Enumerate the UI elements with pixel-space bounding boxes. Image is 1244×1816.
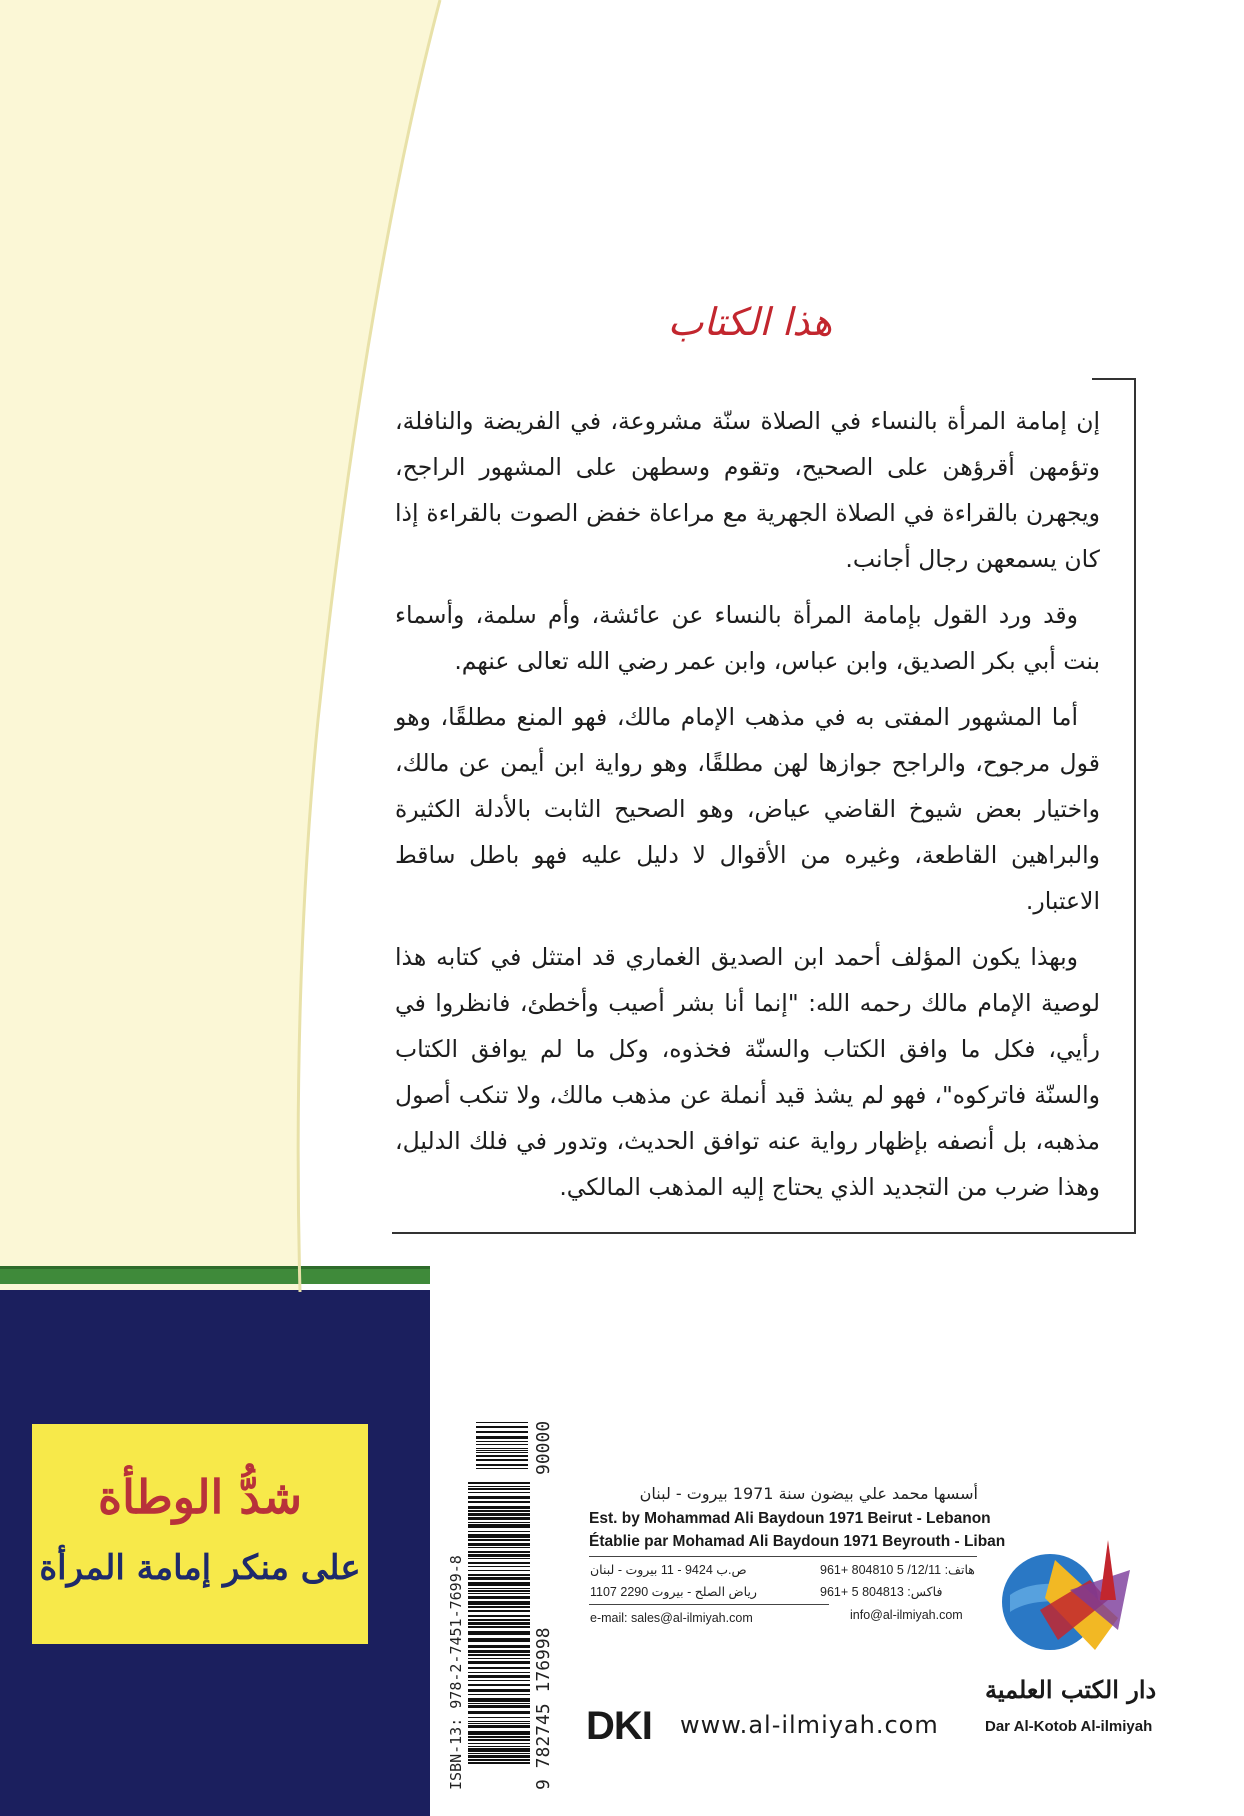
paragraph-1: إن إمامة المرأة بالنساء في الصلاة سنّة مشروعة، في الفريضة والنافلة، وتؤمهن أقرؤهن على الصحيح، وتقوم وسطهن على المشهور الراجح، ويجهرن بالقراءة في الصلاة الجهرية مع مراعاة خفض الصوت بالقراءة إذا كان يسمعهن رجال أجانب. — [395, 407, 1100, 573]
brand-name-ar: دار الكتب العلمية — [985, 1675, 1157, 1704]
dki-logo: DKI — [586, 1704, 652, 1748]
barcode-addon: 90000 — [533, 1420, 554, 1475]
publisher-est-fr: Établie par Mohamad Ali Baydoun 1971 Beyrouth - Liban — [589, 1533, 1006, 1550]
paragraph-2: وقد ورد القول بإمامة المرأة بالنساء عن عائشة، وأم سلمة، وأسماء بنت أبي بكر الصديق، وابن عباس، وابن عمر رضي الله تعالى عنهم. — [395, 601, 1100, 675]
barcode-digits: 9 782745 176998 — [533, 1627, 554, 1790]
publisher-founded-ar: أسسها محمد علي بيضون سنة 1971 بيروت - لبنان — [639, 1484, 978, 1503]
publisher-email-info: info@al-ilmiyah.com — [850, 1608, 963, 1622]
publisher-est-en: Est. by Mohammad Ali Baydoun 1971 Beirut - Lebanon — [589, 1510, 991, 1527]
frame-top-gap — [392, 376, 1092, 380]
brand-name-en: Dar Al-Kotob Al-ilmiyah — [985, 1718, 1153, 1735]
publisher-email-sales: e-mail: sales@al-ilmiyah.com — [590, 1611, 753, 1625]
book-title-line1: شدُّ الوطأة — [98, 1470, 302, 1524]
blurb-text — [395, 398, 1100, 1220]
publisher-website: www.al-ilmiyah.com — [680, 1711, 939, 1739]
publisher-fax: فاكس: 804813 5 +961 — [820, 1585, 943, 1599]
divider-2 — [589, 1604, 829, 1605]
publisher-po-box: ص.ب 9424 - 11 بيروت - لبنان — [590, 1563, 747, 1577]
paragraph-3: أما المشهور المفتى به في مذهب الإمام مالك، فهو المنع مطلقًا، وهو قول مرجوح، والراجح جوازها لهن مطلقًا، وهو رواية ابن أيمن عن مالك، واختيار بعض شيوخ القاضي عياض، وهو الصحيح الثابت بالأدلة الكثيرة والبراهين القاطعة، وغيره من الأقوال لا دليل عليه فهو باطل ساقط الاعتبار. — [395, 703, 1100, 915]
globe-logo — [1000, 1540, 1140, 1670]
book-title-line2: على منكر إمامة المرأة — [39, 1548, 361, 1588]
section-heading: هذا الكتاب — [667, 300, 833, 344]
publisher-phone: هاتف: 12/11/ 5 804810 +961 — [820, 1563, 975, 1577]
paragraph-4: وبهذا يكون المؤلف أحمد ابن الصديق الغماري قد امتثل في كتابه هذا لوصية الإمام مالك رحمه الله: "إنما أنا بشر أصيب وأخطئ، فانظروا في رأيي، فكل ما وافق الكتاب والسنّة فخذوه، وكل ما لم يوافق الكتاب والسنّة فاتركوه"، فهو لم يشذ قيد أنملة عن مذهب مالك، ولا تنكب أصول مذهبه، بل أنصفه بإظهار رواية عنه توافق الحديث، وتدور في فلك الدليل، وهذا ضرب من التجديد الذي يحتاج إليه المذهب المالكي. — [395, 943, 1100, 1201]
divider — [589, 1556, 977, 1557]
isbn-label: ISBN-13: 978-2-7451-7699-8 — [447, 1555, 465, 1790]
publisher-riad: رياض الصلح - بيروت 2290 1107 — [590, 1585, 757, 1599]
